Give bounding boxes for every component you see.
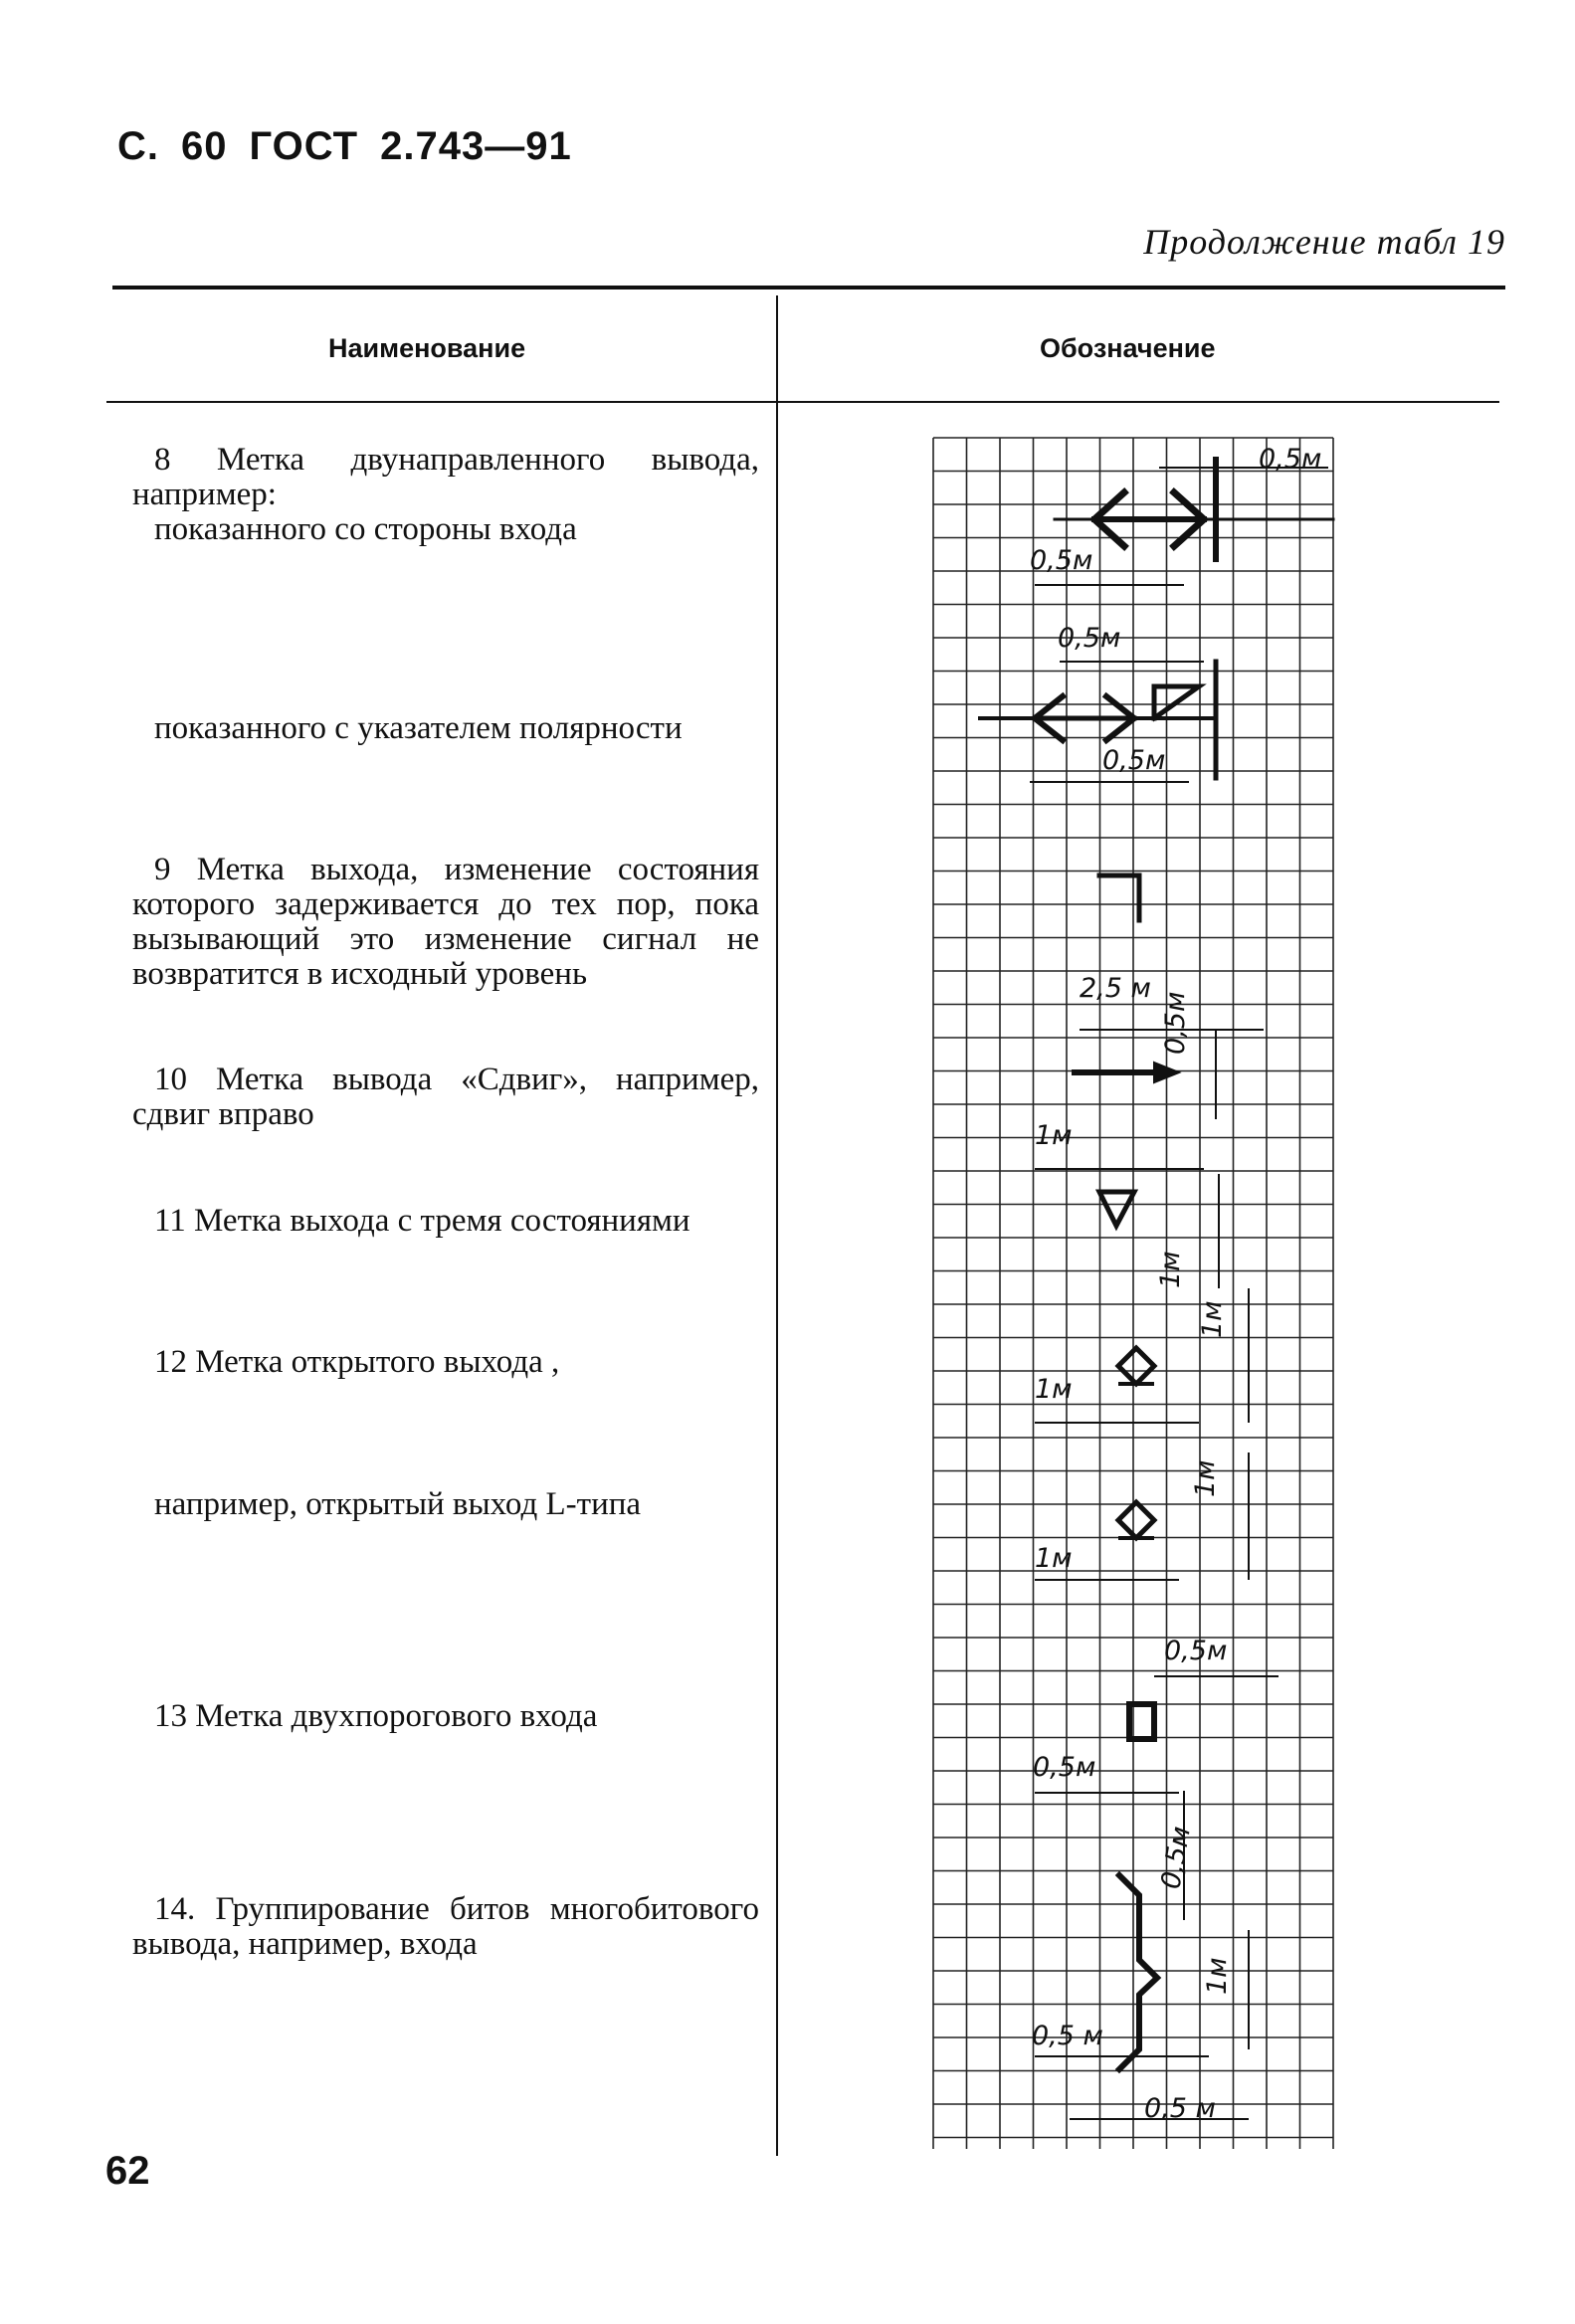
dim-label-13: 0,5м bbox=[1164, 1636, 1228, 1666]
dim-label-2: 0,5м bbox=[1030, 545, 1093, 576]
page-in-standard: 60 bbox=[181, 124, 228, 168]
column-header-name: Наименование bbox=[328, 333, 526, 363]
page-number: 62 bbox=[105, 2149, 150, 2193]
row-13: 13 Метка двухпорогового входа bbox=[154, 1698, 598, 1734]
dim-label-18: 0,5 м bbox=[1144, 2093, 1216, 2124]
dim-label-17: 0,5 м bbox=[1032, 2021, 1103, 2051]
dim-label-11: 1м bbox=[1190, 1459, 1221, 1497]
dim-label-1: 0,5м bbox=[1259, 444, 1322, 475]
dim-label-16: 1м bbox=[1202, 1957, 1233, 1995]
page-prefix: С. bbox=[117, 124, 159, 168]
dim-label-4: 0,5м bbox=[1102, 745, 1166, 776]
row-10: 10 Метка вывода «Сдвиг», например, сдвиг вправо bbox=[132, 1062, 759, 1132]
row-8-sub: показанного со стороны входа bbox=[154, 511, 577, 547]
dimension-labels bbox=[1030, 444, 1321, 2124]
dim-label-12: 1м bbox=[1035, 1543, 1073, 1574]
dim-label-8: 1м bbox=[1155, 1251, 1186, 1288]
row-9: 9 Метка выхода, изменение состояния которого задерживается до тех пор, пока вызывающий это изменение сигнал не возвратится в исходный уровень bbox=[132, 852, 759, 992]
dim-label-15: 0,5м bbox=[1155, 1824, 1197, 1892]
dim-label-10: 1м bbox=[1035, 1374, 1073, 1405]
row-8-polarity: показанного с указателем полярности bbox=[154, 710, 683, 746]
column-header-symbol: Обозначение bbox=[1040, 333, 1216, 363]
row-8-text: 8 Метка двунаправленного вывода, например: bbox=[132, 442, 759, 512]
dim-label-14: 0,5м bbox=[1033, 1752, 1096, 1783]
dim-label-3: 0,5м bbox=[1058, 623, 1121, 654]
standard-number: 2.743—91 bbox=[380, 124, 572, 168]
row-12-example: например, открытый выход L-типа bbox=[154, 1486, 642, 1522]
row-11: 11 Метка выхода с тремя состояниями bbox=[154, 1203, 690, 1239]
tristate-triangle bbox=[1099, 1192, 1134, 1226]
dim-label-7: 1м bbox=[1035, 1120, 1073, 1151]
row-14: 14. Группирование битов многобитового вывода, например, входа bbox=[132, 1891, 759, 1962]
l-type-diamond bbox=[1118, 1502, 1154, 1538]
dim-label-9: 1м bbox=[1197, 1300, 1228, 1338]
dim-label-6: 0,5м bbox=[1160, 991, 1191, 1055]
open-output-diamond bbox=[1118, 1348, 1154, 1384]
row-12: 12 Метка открытого выхода , bbox=[154, 1344, 560, 1380]
table-continuation: Продолжение табл 19 bbox=[1143, 222, 1505, 262]
standard-label: ГОСТ bbox=[249, 124, 359, 168]
dim-label-5: 2,5 м bbox=[1080, 973, 1151, 1004]
polarity-indicator bbox=[1154, 686, 1199, 718]
